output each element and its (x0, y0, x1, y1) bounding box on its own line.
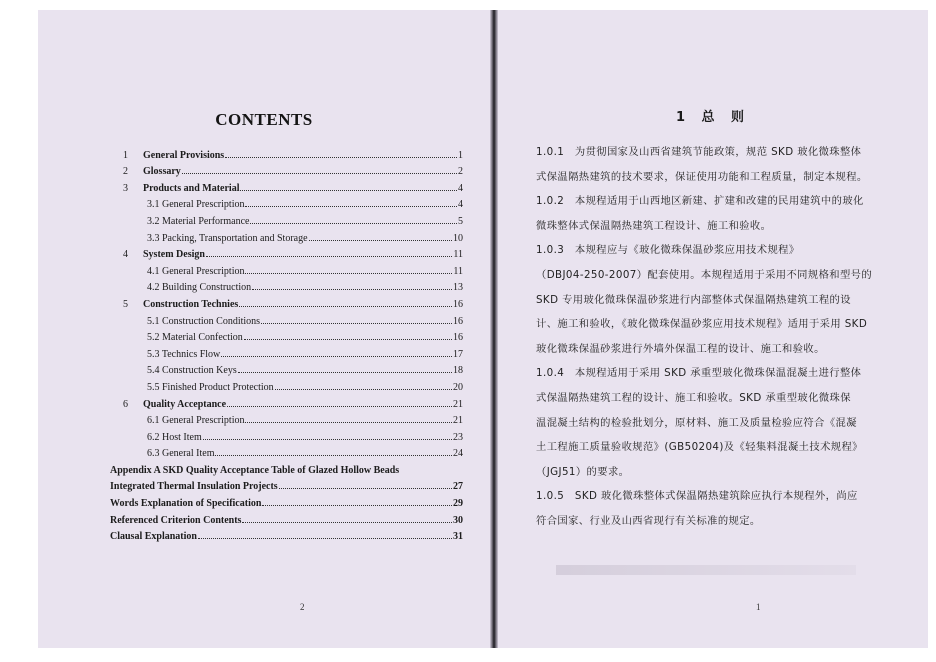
clause-line: 1.0.1 为贯彻国家及山西省建筑节能政策，规范 SKD 玻化微珠整体 (536, 146, 862, 158)
clause-line: 1.0.3 本规程应与《玻化微珠保温砂浆应用技术规程》 (536, 244, 800, 257)
left-page-number: 2 (300, 602, 305, 612)
toc-entry-title: 5.4 Construction Keys (147, 365, 237, 377)
toc-page-number: 17 (453, 348, 463, 360)
toc-entry (123, 426, 463, 443)
toc-leader-dots (206, 256, 452, 257)
toc-entry-title: 4.2 Building Construction (147, 282, 252, 294)
toc-entry (123, 144, 463, 161)
left-page (38, 10, 490, 648)
toc-chapter-number: 2 (123, 166, 128, 178)
toc-page-number: 23 (453, 431, 463, 443)
toc-page-number: 13 (453, 282, 463, 294)
toc-entry (123, 327, 463, 344)
toc-leader-dots (238, 372, 452, 373)
toc-entry (123, 410, 463, 427)
contents-title: CONTENTS (215, 110, 313, 129)
toc-entry (123, 343, 463, 360)
toc-entry (110, 509, 463, 526)
toc-leader-dots (261, 323, 452, 324)
toc-page-number: 5 (458, 215, 463, 227)
clause-line: 1.0.5 SKD 玻化微珠整体式保温隔热建筑除应执行本规程外，尚应 (536, 490, 858, 503)
toc-entry (110, 492, 463, 509)
toc-page-number: 4 (458, 199, 463, 211)
toc-entry-title: Appendix A SKD Quality Acceptance Table of Glazed Hollow Beads (110, 464, 400, 476)
toc-leader-dots (309, 240, 452, 241)
toc-leader-dots (245, 206, 457, 207)
toc-leader-dots (221, 356, 452, 357)
clause-line: （JGJ51）的要求。 (536, 465, 630, 478)
clause-line: SKD 专用玻化微珠保温砂浆进行内部整体式保温隔热建筑工程的设 (536, 293, 851, 306)
toc-leader-dots (225, 157, 457, 158)
toc-entry-title: Construction Technies (143, 298, 239, 310)
toc-leader-dots (252, 289, 452, 290)
toc-entry-title: 6.3 General Item (147, 448, 215, 460)
toc-entry (123, 293, 463, 310)
toc-leader-dots (242, 522, 452, 523)
toc-entry (110, 526, 463, 543)
toc-leader-dots (215, 455, 452, 456)
bleed-through-shadow (556, 565, 856, 575)
toc-page-number: 16 (453, 298, 463, 310)
toc-entry (123, 277, 463, 294)
book-gutter (490, 10, 498, 648)
toc-entry (123, 227, 463, 244)
clause-line: （DBJ04-250-2007）配套使用。本规程适用于采用不同规格和型号的 (536, 268, 873, 281)
toc-leader-dots (244, 339, 452, 340)
toc-entry (123, 360, 463, 377)
toc-page-number: 2 (458, 166, 463, 178)
toc-chapter-number: 5 (123, 298, 128, 310)
toc-entry (123, 310, 463, 327)
toc-chapter-number: 3 (123, 182, 128, 194)
toc-entry (123, 376, 463, 393)
toc-page-number: 21 (453, 398, 463, 410)
toc-entry (123, 244, 463, 261)
toc-leader-dots (239, 306, 452, 307)
toc-entry-title: 3.1 General Prescription (147, 199, 245, 211)
clause-line: 符合国家、行业及山西省现行有关标准的规定。 (536, 514, 761, 527)
clause-line: 计、施工和验收，《玻化微珠保温砂浆应用技术规程》适用于采用 SKD (536, 318, 868, 331)
toc-entry (123, 177, 463, 194)
clause-line: 式保温隔热建筑的技术要求，保证使用功能和工程质量，制定本规程。 (536, 170, 868, 183)
toc-entry-title: 5.3 Technics Flow (147, 348, 221, 360)
toc-page-number: 11 (453, 265, 463, 277)
toc-entry-title: General Provisions (143, 149, 225, 161)
toc-entry (110, 476, 463, 493)
toc-entry-title: 3.3 Packing, Transportation and Storage (147, 232, 308, 244)
toc-page-number: 31 (453, 531, 463, 543)
toc-entry-title: Clausal Explanation (110, 531, 197, 543)
toc-entry-title: 4.1 General Prescription (147, 265, 245, 277)
toc-chapter-number: 4 (123, 249, 128, 261)
toc-leader-dots (262, 505, 452, 506)
toc-leader-dots (250, 223, 457, 224)
clause-line: 微珠整体式保温隔热建筑工程设计、施工和验收。 (536, 219, 772, 232)
table-of-contents (110, 144, 463, 543)
toc-entry-title: 6.2 Host Item (147, 431, 202, 443)
toc-page-number: 27 (453, 481, 463, 493)
toc-entry-title: 6.1 General Prescription (147, 415, 245, 427)
toc-page-number: 16 (453, 332, 463, 344)
clause-line: 温混凝土结构的检验批划分，原材料、施工及质量检验应符合《混凝 (536, 416, 857, 429)
toc-entry (110, 459, 463, 476)
toc-entry-title: Words Explanation of Specification (110, 498, 262, 510)
toc-page-number: 20 (453, 381, 463, 393)
toc-page-number: 16 (453, 315, 463, 327)
toc-page-number: 18 (453, 365, 463, 377)
toc-entry-title: 5.1 Construction Conditions (147, 315, 261, 327)
toc-entry-title: 5.2 Material Confection (147, 332, 243, 344)
toc-leader-dots (240, 190, 457, 191)
toc-entry (123, 443, 463, 460)
toc-page-number: 21 (453, 415, 463, 427)
toc-entry-title: 3.2 Material Performance (147, 215, 250, 227)
toc-entry-title: Quality Acceptance (143, 398, 227, 410)
book-spread (38, 10, 928, 648)
toc-page-number: 30 (453, 514, 463, 526)
toc-entry-title: Integrated Thermal Insulation Projects (110, 481, 278, 493)
toc-entry-title: System Design (143, 249, 205, 261)
toc-chapter-number: 1 (123, 149, 128, 161)
toc-entry-title: 5.5 Finished Product Protection (147, 381, 274, 393)
toc-page-number: 29 (453, 498, 463, 510)
clause-text (536, 140, 906, 534)
clause-line: 土工程施工质量验收规范》(GB50204)及《轻集料混凝土技术规程》 (536, 441, 863, 454)
toc-leader-dots (203, 439, 452, 440)
toc-leader-dots (227, 406, 452, 407)
toc-leader-dots (275, 389, 452, 390)
right-page-number: 1 (756, 602, 761, 612)
toc-page-number: 11 (453, 249, 463, 261)
toc-entry-title: Products and Material (143, 182, 240, 194)
toc-chapter-number: 6 (123, 398, 128, 410)
toc-page-number: 1 (458, 149, 463, 161)
clause-line: 1.0.4 本规程适用于采用 SKD 承重型玻化微珠保温混凝土进行整体 (536, 367, 862, 380)
clause-line: 式保温隔热建筑工程的设计、施工和验收。SKD 承重型玻化微珠保 (536, 391, 851, 404)
toc-page-number: 10 (453, 232, 463, 244)
toc-entry-title: Referenced Criterion Contents (110, 514, 242, 526)
toc-page-number: 24 (453, 448, 463, 460)
toc-leader-dots (198, 538, 452, 539)
toc-leader-dots (279, 488, 452, 489)
clause-line: 玻化微珠保温砂浆进行外墙外保温工程的设计、施工和验收。 (536, 342, 825, 355)
toc-leader-dots (245, 422, 452, 423)
toc-page-number: 4 (458, 182, 463, 194)
toc-entry-title: Glossary (143, 166, 181, 178)
toc-entry (123, 393, 463, 410)
toc-leader-dots (182, 173, 457, 174)
toc-leader-dots (245, 273, 452, 274)
toc-entry (123, 161, 463, 178)
clause-line: 1.0.2 本规程适用于山西地区新建、扩建和改建的民用建筑中的玻化 (536, 195, 864, 208)
toc-entry (123, 210, 463, 227)
chapter-heading: 1 总 则 (675, 110, 751, 125)
toc-entry (123, 194, 463, 211)
toc-entry (123, 260, 463, 277)
right-page (498, 10, 928, 648)
